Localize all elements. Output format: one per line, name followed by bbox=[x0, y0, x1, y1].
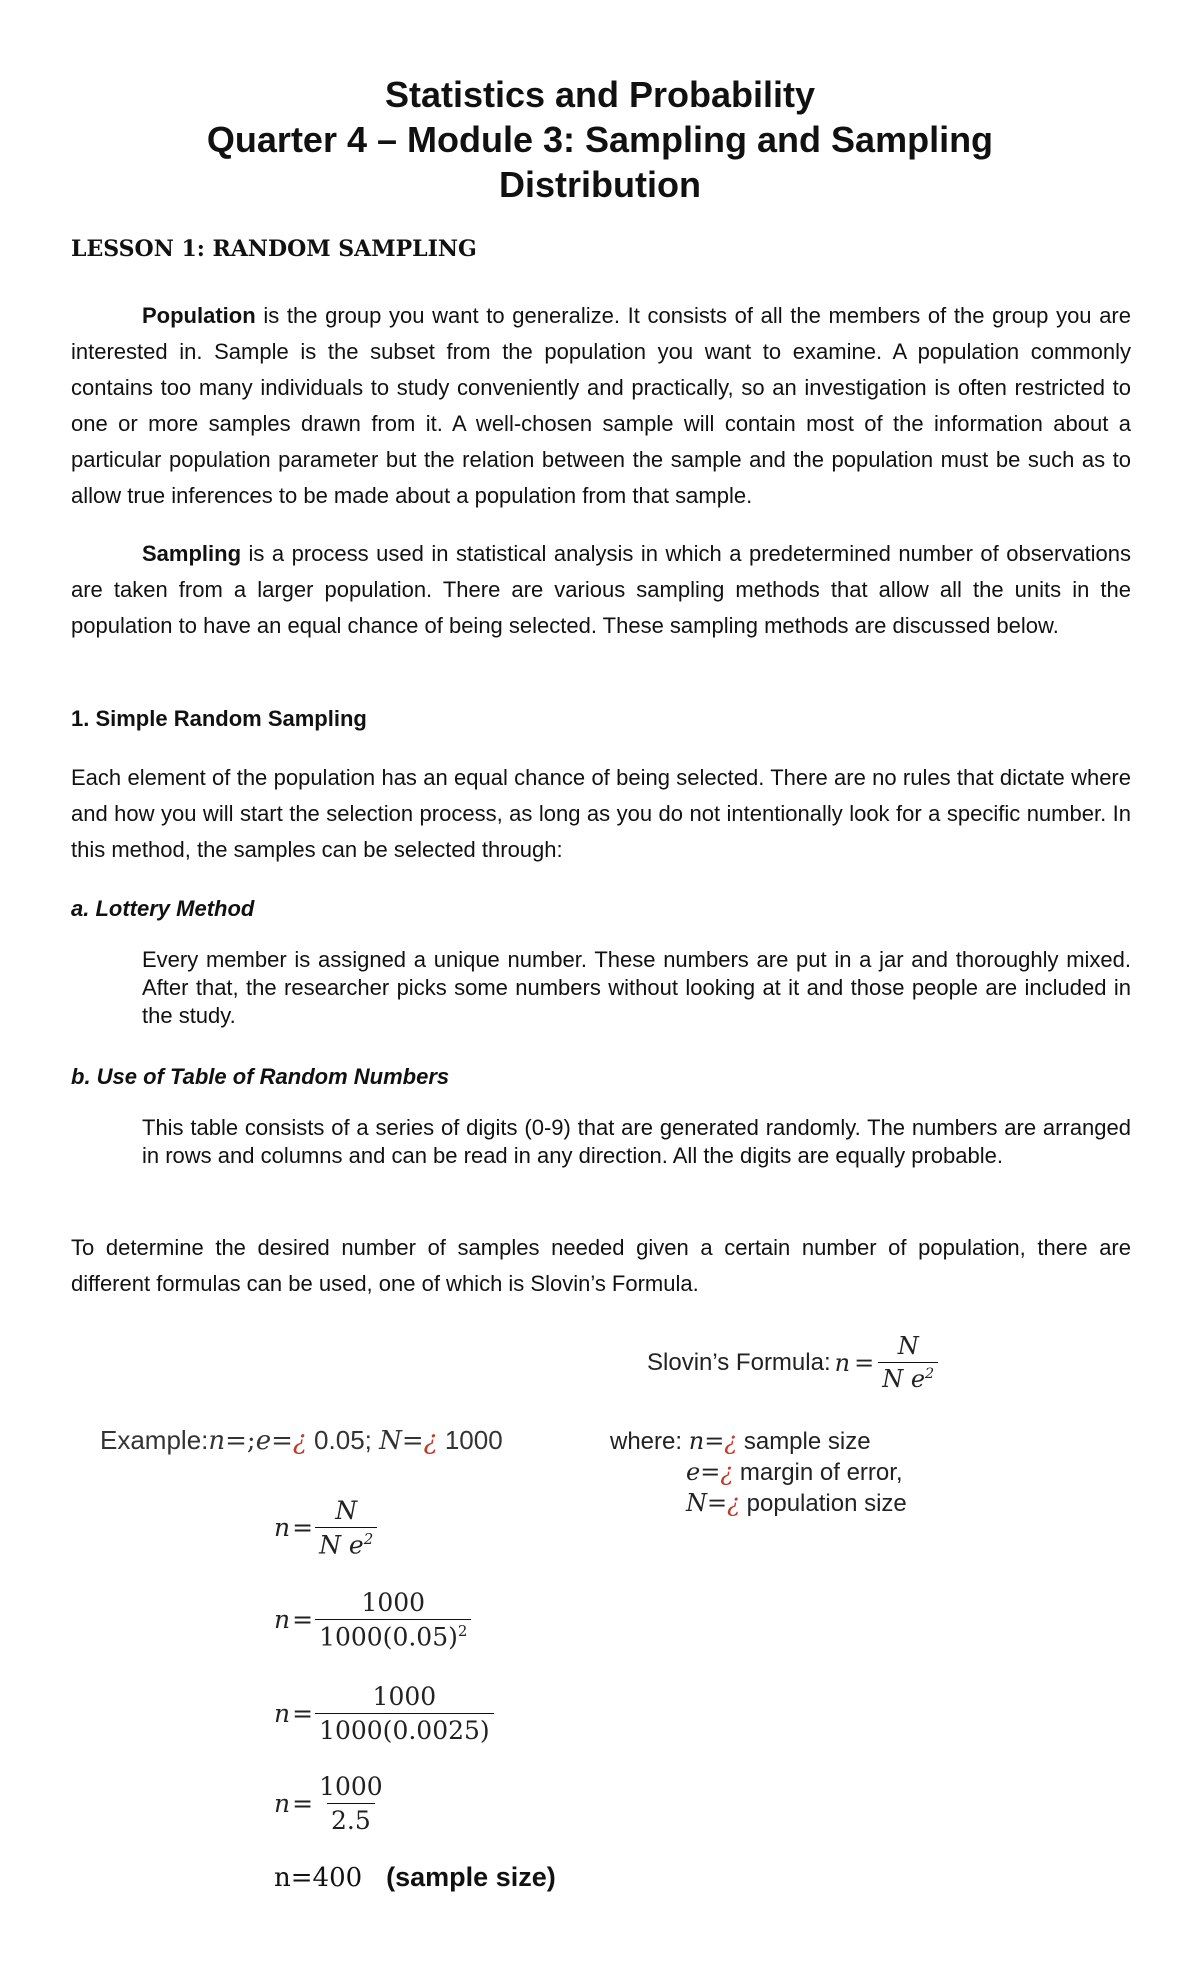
slovin-label: Slovin’s Formula: bbox=[647, 1348, 831, 1376]
sampling-paragraph bbox=[71, 536, 1131, 644]
result-label: (sample size) bbox=[386, 1862, 556, 1892]
formula-n: n bbox=[834, 1348, 851, 1377]
definition-row-e: e=¿ margin of error, bbox=[686, 1458, 903, 1486]
population-paragraph bbox=[71, 298, 1131, 514]
title-line-3: Distribution bbox=[499, 164, 701, 205]
population-text: is the group you want to generalize. It consists of all the members of the group you are interested in. Sample is the subset from the population you want to examine. A population commonly contains too many individuals to study conveniently and practically, so an investigation is often restricted to one or more samples drawn from it. A well-chosen sample will contain most of the information about a particular population parameter but the relation between the sample and the population must be such as to allow true inferences to be made about a population from that sample. bbox=[71, 303, 1131, 508]
result-value: n=400 bbox=[274, 1863, 363, 1893]
lottery-method-heading: a. Lottery Method bbox=[71, 896, 255, 921]
title-line-2: Quarter 4 – Module 3: Sampling and Sampling bbox=[206, 119, 994, 160]
formula-fraction bbox=[878, 1332, 938, 1393]
slovin-intro-paragraph: To determine the desired number of samples needed given a certain number of population, there are different formulas can be used, one of which is Slovin’s Formula. bbox=[71, 1235, 1131, 1296]
example-line: Example:n=;e=¿ 0.05; N=¿ 1000 bbox=[100, 1425, 503, 1456]
sampling-term: Sampling bbox=[142, 541, 242, 566]
population-term: Population bbox=[142, 303, 256, 328]
formula-numerator: N bbox=[897, 1332, 919, 1360]
lottery-method-paragraph: Every member is assigned a unique number. These numbers are put in a jar and thoroughly mixed. After that, the researcher picks some numbers without looking at it and those people are included in the study. bbox=[142, 947, 1131, 1028]
formula-equals: = bbox=[854, 1348, 875, 1377]
definition-row-n: where: n=¿ sample size bbox=[610, 1427, 871, 1455]
title-line-1: Statistics and Probability bbox=[384, 74, 816, 115]
formula-denominator: N $e^2$ bbox=[878, 1362, 938, 1393]
definition-row-N: N=¿ population size bbox=[686, 1489, 907, 1517]
example-step-3: n = $\frac{1000}{1000(0.0025)}$ bbox=[274, 1682, 494, 1745]
random-numbers-table-paragraph: This table consists of a series of digits (0-9) that are generated randomly. The numbers are arranged in rows and columns and can be read in any direction. All the digits are equally probable. bbox=[142, 1115, 1131, 1168]
example-result bbox=[274, 1862, 556, 1893]
sampling-text: is a process used in statistical analysis in which a predetermined number of observations are taken from a larger population. There are various sampling methods that allow all the units in the population to have an equal chance of being selected. These sampling methods are discussed below. bbox=[71, 541, 1131, 638]
formula-variable-definitions bbox=[610, 1426, 907, 1519]
example-step-1: n = $\frac{N}{N e^2}$ bbox=[274, 1496, 377, 1559]
slovin-formula bbox=[647, 1332, 938, 1393]
lesson-heading: LESSON 1: RANDOM SAMPLING bbox=[71, 236, 477, 262]
example-step-4: n = $\frac{1000}{2.5}$ bbox=[274, 1772, 383, 1835]
example-step-2: n = $\frac{1000}{1000(0.05)^2}$ bbox=[274, 1588, 471, 1651]
simple-random-sampling-heading: 1. Simple Random Sampling bbox=[71, 706, 367, 731]
simple-random-sampling-paragraph: Each element of the population has an equal chance of being selected. There are no rules that dictate where and how you will start the selection process, as long as you do not intentionally look for a specific number. In this method, the samples can be selected through: bbox=[71, 765, 1131, 862]
example-label: Example: bbox=[100, 1425, 209, 1455]
where-label: where: bbox=[610, 1428, 683, 1455]
random-numbers-table-heading: b. Use of Table of Random Numbers bbox=[71, 1064, 450, 1089]
